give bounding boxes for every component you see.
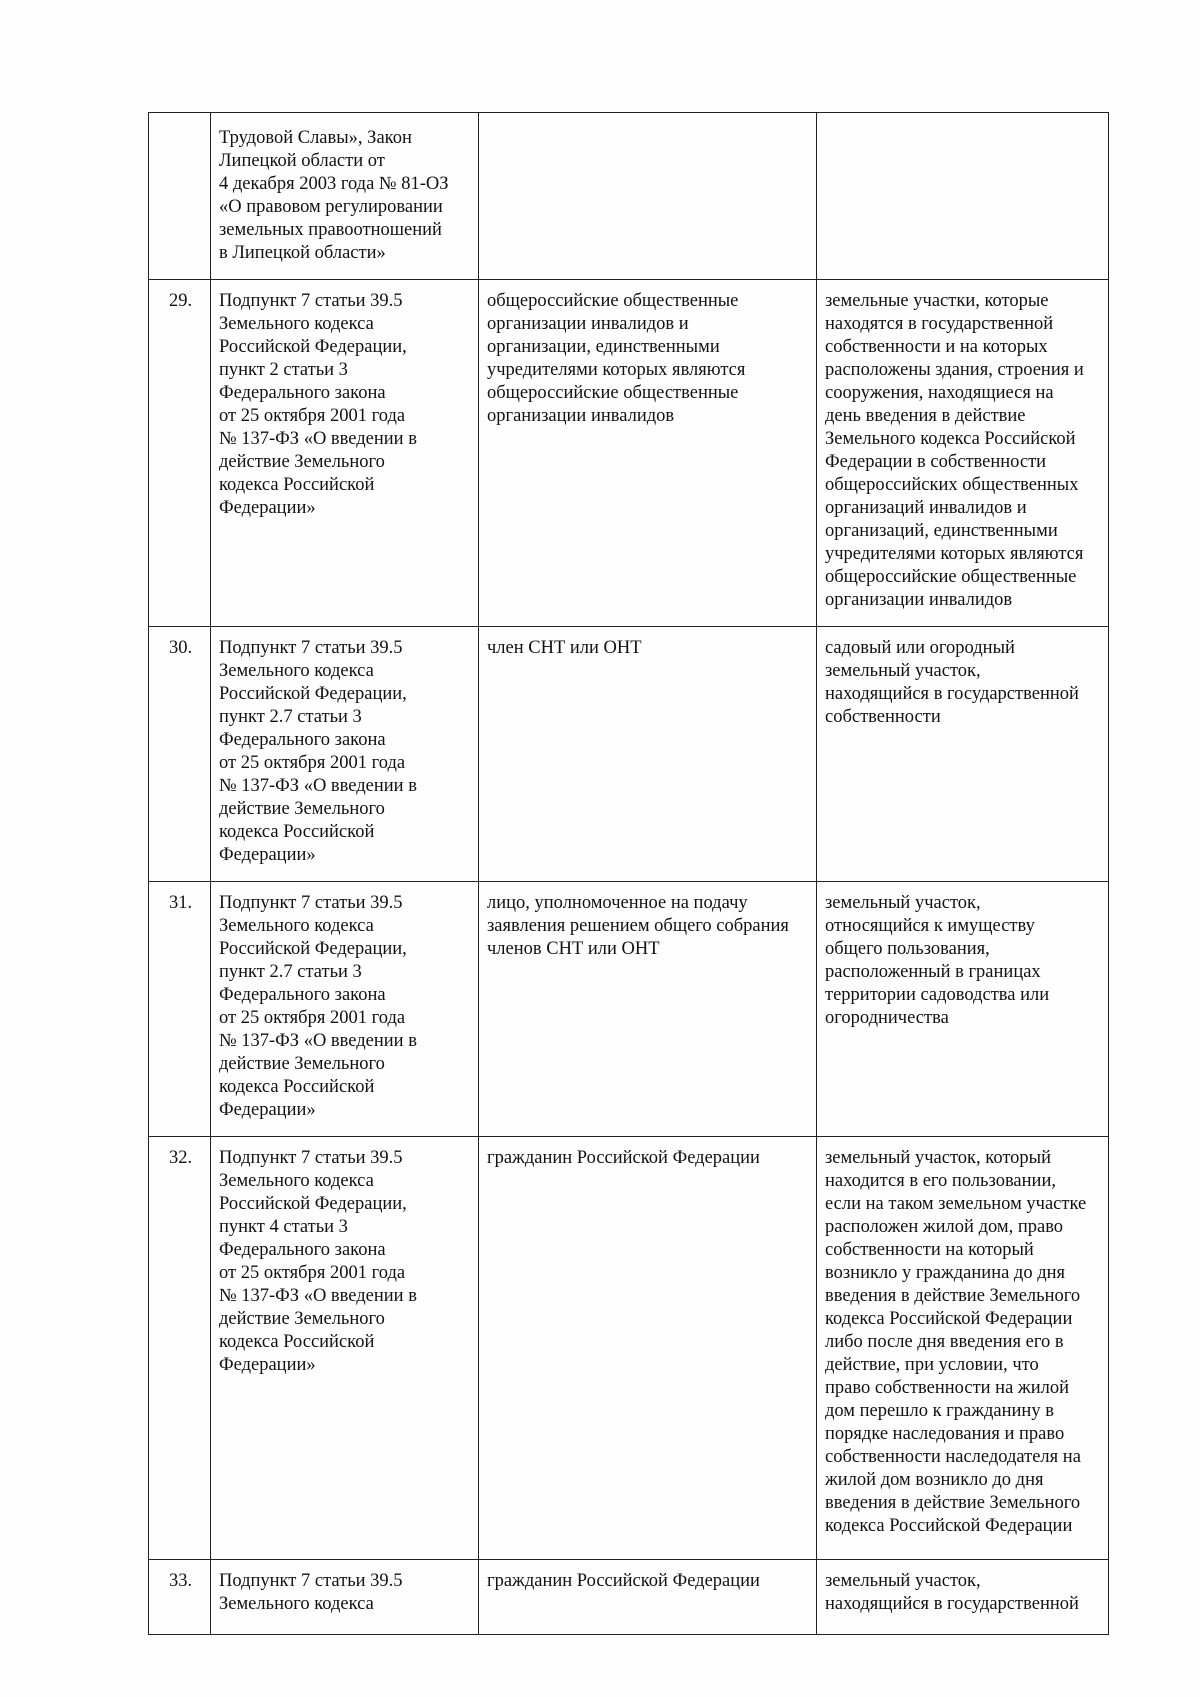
row-number: 31.	[149, 882, 211, 1137]
applicant-cell: гражданин Российской Федерации	[479, 1560, 817, 1635]
land-grounds-table	[148, 112, 1109, 1635]
table-row	[149, 1560, 1109, 1635]
land-plot-cell: земельный участок, который находится в его пользовании, если на таком земельном участке расположен жилой дом, право собственности на который возникло у гражданина до дня введения в действие Земельного кодекса Российской Федерации либо после дня введения его в действие, при условии, что право собственности на жилой дом перешло к гражданину в порядке наследования и право собственности наследодателя на жилой дом возникло до дня введения в действие Земельного кодекса Российской Федерации	[817, 1137, 1109, 1560]
applicant-cell: член СНТ или ОНТ	[479, 627, 817, 882]
applicant-cell: гражданин Российской Федерации	[479, 1137, 817, 1560]
row-number: 30.	[149, 627, 211, 882]
table-row	[149, 113, 1109, 280]
land-plot-cell: садовый или огородный земельный участок, находящийся в государственной собственности	[817, 627, 1109, 882]
legal-basis-cell: Подпункт 7 статьи 39.5 Земельного кодекса Российской Федерации, пункт 2 статьи 3 Федерального закона от 25 октября 2001 года № 137-ФЗ «О введении в действие Земельного кодекса Российской Федерации»	[211, 280, 479, 627]
legal-basis-cell: Подпункт 7 статьи 39.5 Земельного кодекса Российской Федерации, пункт 2.7 статьи 3 Федерального закона от 25 октября 2001 года № 137-ФЗ «О введении в действие Земельного кодекса Российской Федерации»	[211, 627, 479, 882]
table-row	[149, 882, 1109, 1137]
table-row	[149, 627, 1109, 882]
row-number: 33.	[149, 1560, 211, 1635]
row-number: 29.	[149, 280, 211, 627]
legal-basis-cell: Подпункт 7 статьи 39.5 Земельного кодекса Российской Федерации, пункт 4 статьи 3 Федерального закона от 25 октября 2001 года № 137-ФЗ «О введении в действие Земельного кодекса Российской Федерации»	[211, 1137, 479, 1560]
row-number: 32.	[149, 1137, 211, 1560]
legal-basis-cell: Трудовой Славы», Закон Липецкой области от 4 декабря 2003 года № 81-ОЗ «О правовом регулировании земельных правоотношений в Липецкой области»	[211, 113, 479, 280]
table-row	[149, 1137, 1109, 1560]
land-plot-cell: земельный участок, находящийся в государственной	[817, 1560, 1109, 1635]
legal-basis-cell: Подпункт 7 статьи 39.5 Земельного кодекса Российской Федерации, пункт 2.7 статьи 3 Федерального закона от 25 октября 2001 года № 137-ФЗ «О введении в действие Земельного кодекса Российской Федерации»	[211, 882, 479, 1137]
applicant-cell: общероссийские общественные организации инвалидов и организации, единственными учредителями которых являются общероссийские общественные организации инвалидов	[479, 280, 817, 627]
land-plot-cell: земельные участки, которые находятся в государственной собственности и на которых расположены здания, строения и сооружения, находящиеся на день введения в действие Земельного кодекса Российской Федерации в собственности общероссийских общественных организаций инвалидов и организаций, единственными учредителями которых являются общероссийские общественные организации инвалидов	[817, 280, 1109, 627]
legal-basis-cell: Подпункт 7 статьи 39.5 Земельного кодекса	[211, 1560, 479, 1635]
table-row	[149, 280, 1109, 627]
applicant-cell	[479, 113, 817, 280]
applicant-cell: лицо, уполномоченное на подачу заявления решением общего собрания членов СНТ или ОНТ	[479, 882, 817, 1137]
land-plot-cell	[817, 113, 1109, 280]
land-plot-cell: земельный участок, относящийся к имуществу общего пользования, расположенный в границах территории садоводства или огородничества	[817, 882, 1109, 1137]
row-number	[149, 113, 211, 280]
